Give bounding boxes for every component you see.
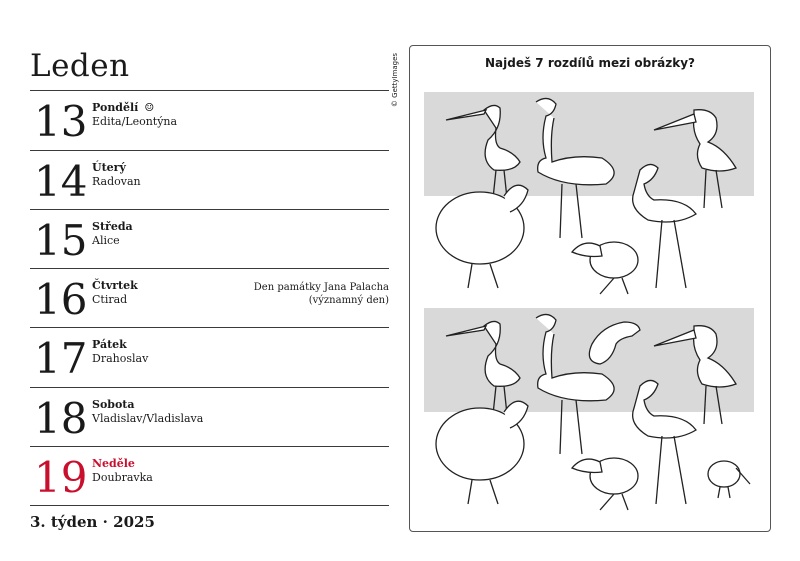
emu-illustration bbox=[436, 401, 528, 504]
puzzle-title: Najdeš 7 rozdílů mezi obrázky? bbox=[484, 56, 696, 70]
divider bbox=[30, 268, 389, 269]
divider bbox=[30, 209, 389, 210]
weekday-name: Středa bbox=[92, 220, 133, 233]
holiday-note bbox=[254, 281, 389, 307]
nameday: Edita/Leontýna bbox=[92, 115, 178, 128]
nameday: Vladislav/Vladislava bbox=[92, 412, 204, 425]
divider bbox=[30, 327, 389, 328]
weekday-name: Úterý bbox=[92, 161, 126, 174]
weekday-name: Pátek bbox=[92, 338, 127, 351]
day-number: 19 bbox=[34, 453, 88, 502]
day-row-13 bbox=[30, 92, 389, 151]
day-number: 17 bbox=[34, 334, 88, 383]
puzzle-panel bbox=[409, 45, 771, 532]
divider bbox=[30, 387, 389, 388]
divider bbox=[30, 90, 389, 91]
weekday-name: Neděle bbox=[92, 457, 135, 470]
birds-picture-top bbox=[424, 88, 754, 298]
day-row-18 bbox=[30, 389, 389, 448]
nameday: Doubravka bbox=[92, 471, 153, 484]
nameday: Ctirad bbox=[92, 293, 128, 306]
image-credit bbox=[391, 48, 406, 118]
day-number: 16 bbox=[34, 275, 88, 324]
weekday-name: Sobota bbox=[92, 398, 135, 411]
toucan-illustration bbox=[572, 242, 638, 294]
weekday-name: Pondělí ☺ bbox=[92, 101, 155, 114]
birds-picture-bottom bbox=[424, 304, 754, 514]
nameday: Drahoslav bbox=[92, 352, 149, 365]
day-number: 18 bbox=[34, 394, 88, 443]
emu-illustration bbox=[436, 185, 528, 288]
day-row-14 bbox=[30, 152, 389, 211]
toucan-illustration bbox=[572, 458, 638, 510]
holiday-note-line: (významný den) bbox=[308, 295, 389, 306]
divider bbox=[30, 446, 389, 447]
kiwi-illustration bbox=[708, 461, 750, 498]
day-row-16 bbox=[30, 270, 389, 329]
credit-text: © GettyImages bbox=[391, 52, 400, 108]
day-number: 15 bbox=[34, 216, 88, 265]
day-number: 13 bbox=[34, 97, 88, 146]
month-title: Leden bbox=[30, 48, 130, 84]
weekday-name: Čtvrtek bbox=[92, 279, 138, 292]
nameday: Alice bbox=[92, 234, 120, 247]
day-number: 14 bbox=[34, 157, 88, 206]
divider bbox=[30, 505, 389, 506]
holiday-note-line: Den památky Jana Palacha bbox=[253, 282, 389, 293]
nameday: Radovan bbox=[92, 175, 141, 188]
day-row-19 bbox=[30, 448, 389, 507]
smiley-icon: ☺ bbox=[144, 101, 155, 114]
day-row-15 bbox=[30, 211, 389, 270]
day-row-17 bbox=[30, 329, 389, 388]
week-label: 3. týden · 2025 bbox=[30, 513, 155, 531]
divider bbox=[30, 150, 389, 151]
